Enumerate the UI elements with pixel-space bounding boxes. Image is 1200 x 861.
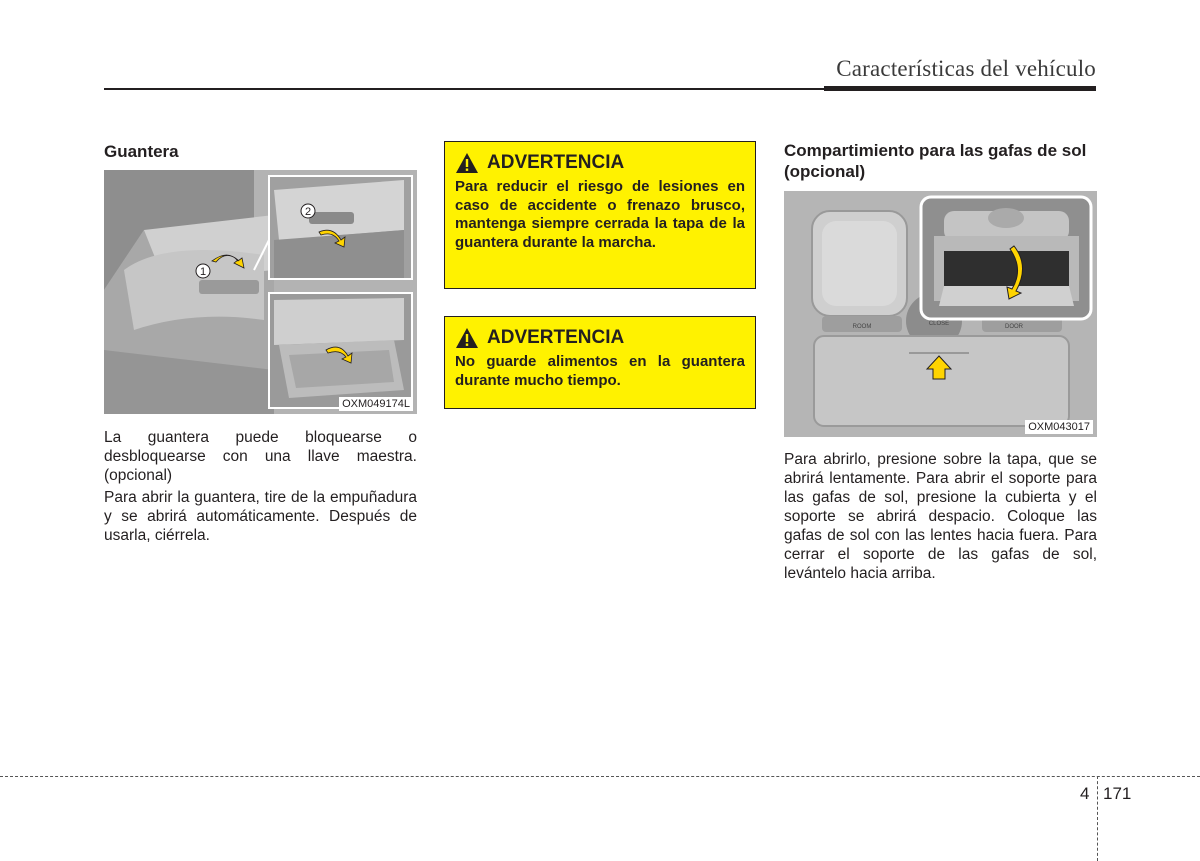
glovebox-figure-code: OXM049174L [339,397,413,411]
close-button-label: CLOSE [928,321,950,327]
sunglass-figure [784,191,1097,437]
glovebox-paragraph-1: La guantera puede bloquearse o desbloquearse con una llave maestra. (opcional) [104,429,417,484]
footer-vertical-divider [1097,776,1098,861]
glovebox-figure [104,170,417,414]
page-number: 171 [1103,784,1132,803]
footer-divider [0,776,1200,777]
warning-text-1: Para reducir el riesgo de lesiones en caso de accidente o frenazo brusco, mantenga siempre cerrada la tapa de la guantera durante la marcha. [455,178,745,251]
warnings-column [444,141,756,409]
warning-box-1 [444,141,756,289]
sunglass-figure-code: OXM043017 [1025,420,1093,434]
figure-marker-2: 2 [304,206,312,218]
warning-text-2: No guarde alimentos en la guantera durante mucho tiempo. [455,353,745,389]
sunglass-holder-illustration [784,191,1097,437]
door-button-label: DOOR [1005,324,1023,330]
glovebox-section [104,140,417,545]
figure-marker-1: 1 [199,266,207,278]
glovebox-heading: Guantera [104,142,179,161]
warning-triangle-icon [455,152,479,174]
room-button-label: ROOM [852,324,872,330]
sunglass-heading: Compartimiento para las gafas de sol (opcional) [784,141,1087,181]
warning-title-1: ADVERTENCIA [487,152,625,173]
warning-triangle-icon [455,327,479,349]
warning-title-2: ADVERTENCIA [487,327,625,348]
page-header-title: Características del vehículo [836,56,1096,81]
glovebox-illustration [104,170,417,414]
warning-box-2 [444,316,756,409]
header-rule-accent [824,86,1096,91]
sunglass-paragraph: Para abrirlo, presione sobre la tapa, que se abrirá lentamente. Para abrir el soporte para las gafas de sol, presione la cubierta y el soporte se abrirá despacio. Coloque las gafas de sol con las lentes hacia fuera. Para cerrar el soporte de las gafas de sol, levántelo hacia arriba. [784,451,1097,582]
glovebox-paragraph-2: Para abrir la guantera, tire de la empuñadura y se abrirá automáticamente. Después de usarla, ciérrela. [104,489,417,544]
chapter-number: 4 [1080,784,1090,803]
sunglass-section [784,140,1097,583]
